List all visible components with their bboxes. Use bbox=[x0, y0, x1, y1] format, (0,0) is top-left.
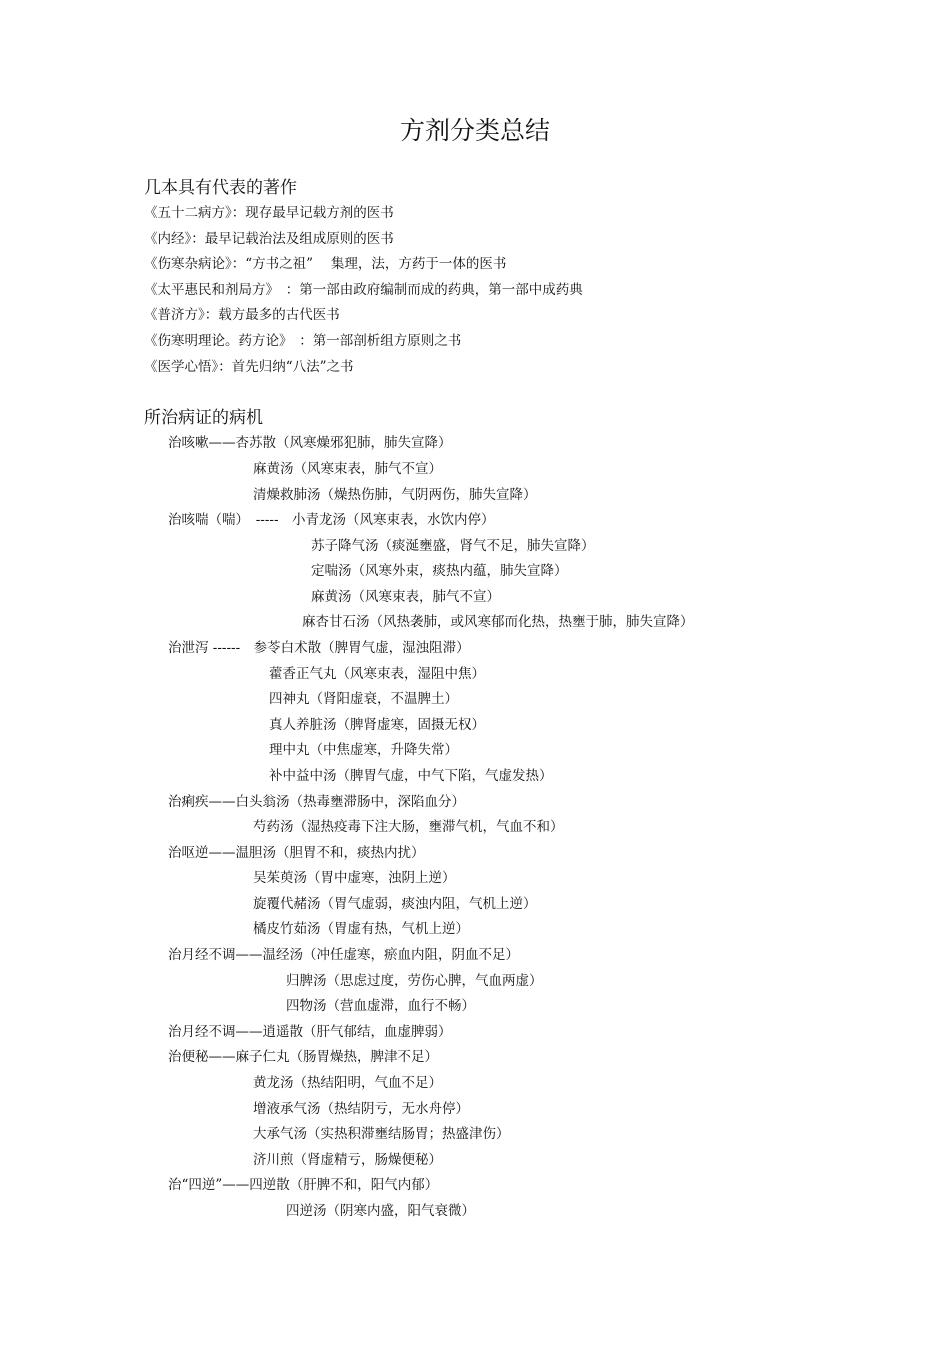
list-item: 《普济方》：载方最多的古代医书 bbox=[144, 307, 340, 323]
section-heading-classic-works: 几本具有代表的著作 bbox=[144, 178, 297, 198]
list-item: 真人养脏汤（脾肾虚寒，固摄无权） bbox=[269, 717, 485, 733]
list-item: 芍药汤（湿热疫毒下注大肠，壅滞气机，气血不和） bbox=[253, 819, 564, 835]
list-item: 治呕逆——温胆汤（胆胃不和，痰热内扰） bbox=[168, 845, 425, 861]
list-item: 补中益中汤（脾胃气虚，中气下陷，气虚发热） bbox=[269, 768, 553, 784]
list-item: 四逆汤（阴寒内盛，阳气衰微） bbox=[286, 1203, 475, 1219]
list-item: 归脾汤（思虑过度，劳伤心脾，气血两虚） bbox=[286, 973, 543, 989]
list-item: 治月经不调——温经汤（冲任虚寒，瘀血内阻，阴血不足） bbox=[168, 947, 519, 963]
list-item: 《伤寒杂病论》：“方书之祖” 集理，法，方药于一体的医书 bbox=[144, 256, 507, 272]
page-title: 方剂分类总结 bbox=[399, 116, 550, 145]
list-item: 麻黄汤（风寒束表，肺气不宣） bbox=[253, 461, 442, 477]
list-item: 四物汤（营血虚滞，血行不畅） bbox=[286, 998, 475, 1014]
list-item: 治痢疾——白头翁汤（热毒壅滞肠中，深陷血分） bbox=[168, 794, 465, 810]
list-item: 四神丸（肾阳虚衰，不温脾土） bbox=[269, 691, 458, 707]
list-item: 麻杏甘石汤（风热袭肺，或风寒郁而化热，热壅于肺，肺失宣降） bbox=[302, 614, 694, 630]
list-item: 《伤寒明理论。药方论》 ：第一部剖析组方原则之书 bbox=[144, 333, 462, 349]
list-item: 《医学心悟》：首先归纳“八法”之书 bbox=[144, 359, 354, 375]
list-item: 橘皮竹茹汤（胃虚有热，气机上逆） bbox=[253, 921, 469, 937]
list-item: 治泄泻 ------ 参苓白术散（脾胃气虚，湿浊阻滞） bbox=[168, 640, 470, 656]
list-item: 定喘汤（风寒外束，痰热内蕴，肺失宣降） bbox=[311, 563, 568, 579]
list-item: 麻黄汤（风寒束表，肺气不宣） bbox=[311, 589, 500, 605]
list-item: 黄龙汤（热结阳明，气血不足） bbox=[253, 1075, 442, 1091]
list-item: 清燥救肺汤（燥热伤肺，气阴两伤，肺失宣降） bbox=[253, 487, 537, 503]
list-item: 理中丸（中焦虚寒，升降失常） bbox=[269, 742, 458, 758]
list-item: 济川煎（肾虚精亏，肠燥便秘） bbox=[253, 1152, 442, 1168]
list-item: 大承气汤（实热积滞壅结肠胃；热盛津伤） bbox=[253, 1126, 510, 1142]
list-item: 藿香正气丸（风寒束表，湿阻中焦） bbox=[269, 666, 485, 682]
section-heading-pathogenesis: 所治病证的病机 bbox=[144, 408, 263, 428]
list-item: 吴茱萸汤（胃中虚寒，浊阴上逆） bbox=[253, 870, 456, 886]
list-item: 《五十二病方》：现存最早记载方剂的医书 bbox=[144, 205, 394, 221]
list-item: 治月经不调——逍遥散（肝气郁结，血虚脾弱） bbox=[168, 1024, 452, 1040]
list-item: 苏子降气汤（痰涎壅盛，肾气不足，肺失宣降） bbox=[311, 538, 595, 554]
list-item: 旋覆代赭汤（胃气虚弱，痰浊内阻，气机上逆） bbox=[253, 896, 537, 912]
list-item: 《太平惠民和剂局方》 ：第一部由政府编制而成的药典，第一部中成药典 bbox=[144, 282, 583, 298]
list-item: 增液承气汤（热结阴亏，无水舟停） bbox=[253, 1101, 469, 1117]
list-item: 治便秘——麻子仁丸（肠胃燥热，脾津不足） bbox=[168, 1049, 438, 1065]
list-item: 治咳喘（喘） ----- 小青龙汤（风寒束表，水饮内停） bbox=[168, 512, 495, 528]
list-item: 治咳嗽——杏苏散（风寒燥邪犯肺，肺失宣降） bbox=[168, 435, 452, 451]
list-item: 治“四逆”——四逆散（肝脾不和，阳气内郁） bbox=[168, 1177, 439, 1193]
list-item: 《内经》：最早记载治法及组成原则的医书 bbox=[144, 231, 394, 247]
